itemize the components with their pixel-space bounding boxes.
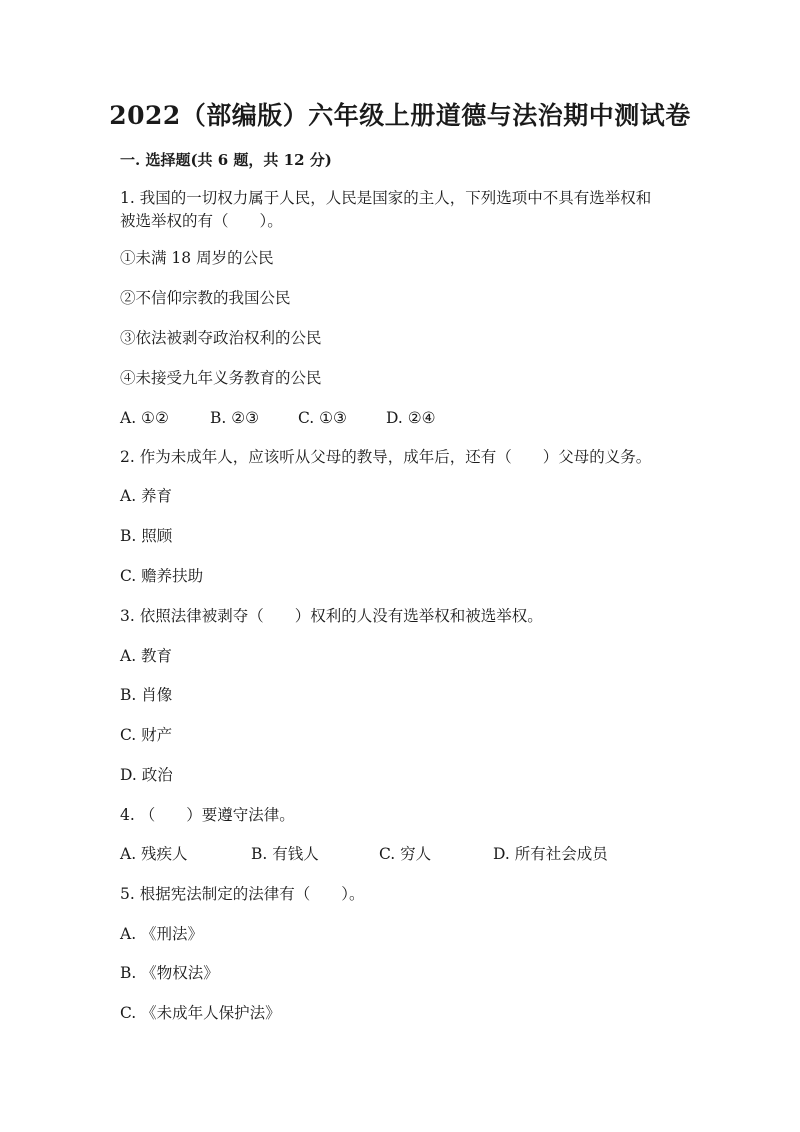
question-4-option-d: D. 所有社会成员 (493, 845, 608, 863)
question-1-item-2: ②不信仰宗教的我国公民 (120, 289, 291, 307)
question-5-option-b: B. 《物权法》 (120, 964, 219, 982)
question-5-option-a: A. 《刑法》 (120, 925, 204, 943)
question-2-option-c: C. 赡养扶助 (120, 567, 204, 585)
question-3-option-d: D. 政治 (120, 766, 173, 784)
question-3-text: 3. 依照法律被剥夺（ ）权利的人没有选举权和被选举权。 (120, 607, 543, 625)
question-1-text-line-1: 1. 我国的一切权力属于人民，人民是国家的主人，下列选项中不具有选举权和 (120, 189, 652, 207)
question-3-option-c: C. 财产 (120, 726, 173, 744)
question-5-option-c: C. 《未成年人保护法》 (120, 1004, 281, 1022)
question-2-option-b: B. 照顾 (120, 527, 173, 545)
question-1-item-4: ④未接受九年义务教育的公民 (120, 369, 322, 387)
section-heading: 一. 选择题(共 6 题，共 12 分) (120, 151, 332, 169)
question-4-option-c: C. 穷人 (379, 845, 432, 863)
question-1-item-3: ③依法被剥夺政治权利的公民 (120, 329, 322, 347)
question-3-option-a: A. 教育 (120, 647, 173, 665)
question-4-option-a: A. 残疾人 (120, 845, 188, 863)
question-4-text: 4. （ ）要遵守法律。 (120, 806, 295, 824)
question-1-option-a: A. ①② (120, 409, 169, 427)
question-1-option-b: B. ②③ (210, 409, 260, 427)
question-2-option-a: A. 养育 (120, 487, 173, 505)
question-1-item-1: ①未满 18 周岁的公民 (120, 249, 274, 267)
exam-title: 2022（部编版）六年级上册道德与法治期中测试卷 (109, 101, 691, 130)
question-1-text-line-2: 被选举权的有（ ）。 (120, 212, 283, 230)
question-1-option-d: D. ②④ (386, 409, 436, 427)
question-1-option-c: C. ①③ (298, 409, 347, 427)
question-4-option-b: B. 有钱人 (251, 845, 319, 863)
question-3-option-b: B. 肖像 (120, 686, 173, 704)
question-5-text: 5. 根据宪法制定的法律有（ ）。 (120, 885, 365, 903)
question-2-text: 2. 作为未成年人，应该听从父母的教导，成年后，还有（ ）父母的义务。 (120, 448, 652, 466)
